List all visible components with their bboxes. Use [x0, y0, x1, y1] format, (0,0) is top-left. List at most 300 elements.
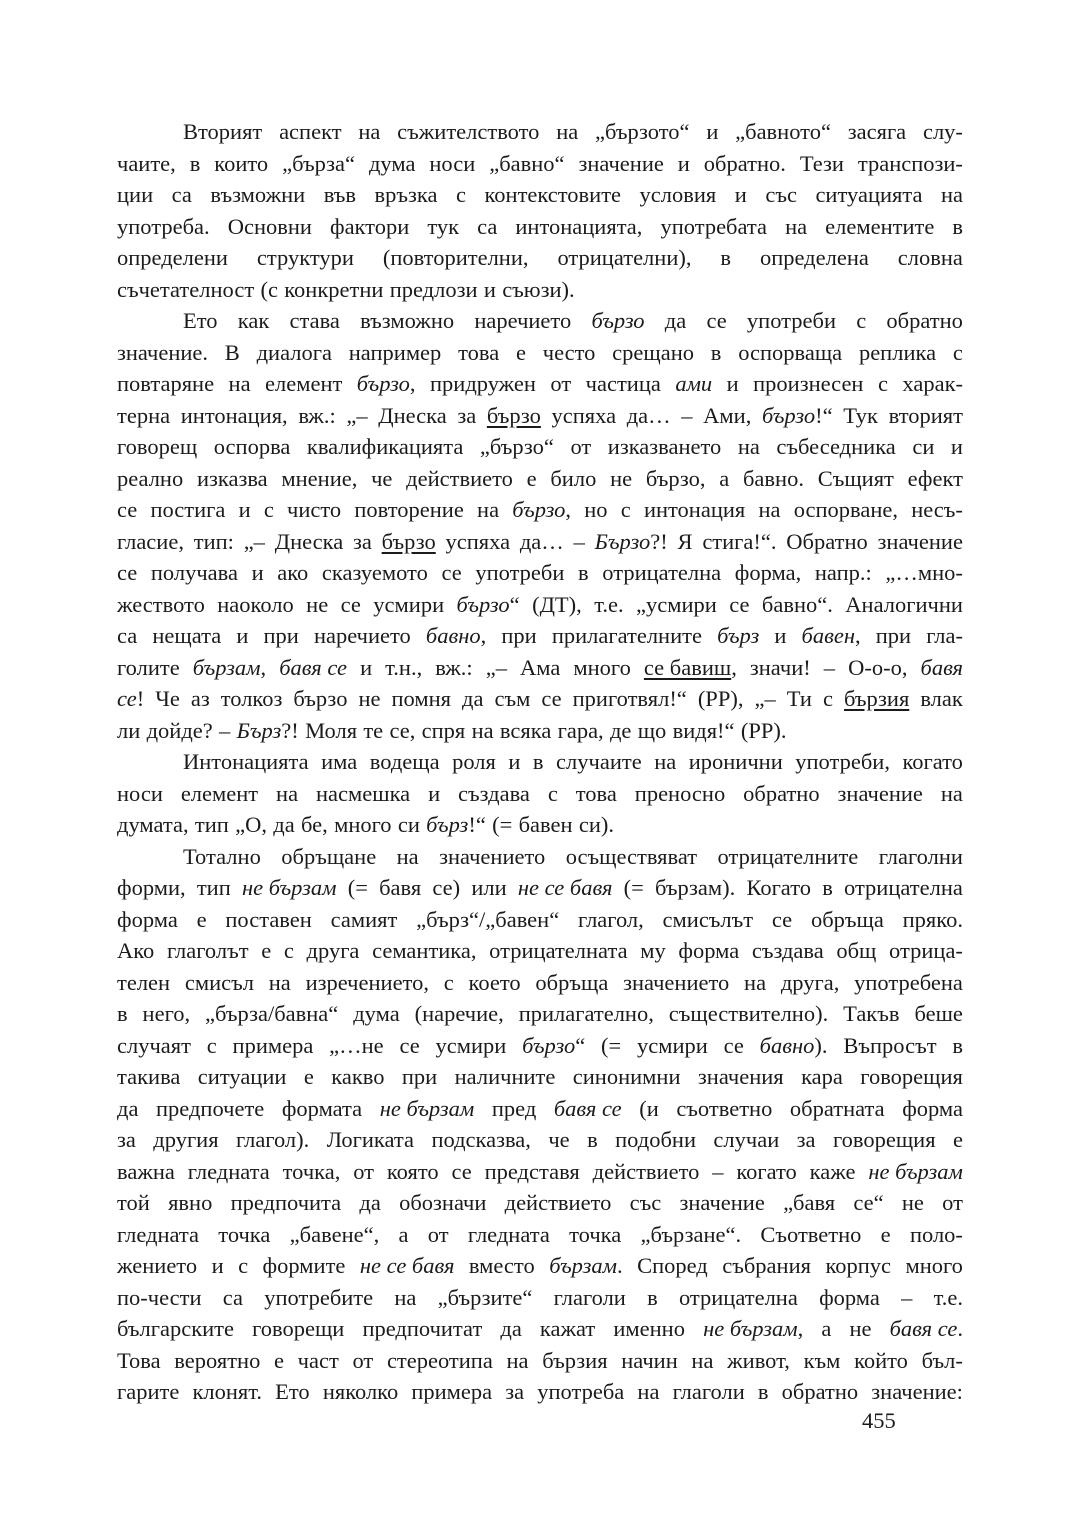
word: действието	[592, 1158, 700, 1184]
word: на	[471, 717, 494, 743]
word: на	[940, 182, 963, 207]
word: „–	[346, 402, 368, 428]
word: „…мно-	[885, 560, 963, 585]
text-line	[117, 368, 963, 400]
word: „…не	[329, 1032, 384, 1058]
word: на	[268, 969, 291, 995]
word: вж.:	[298, 402, 336, 428]
word: употреби	[746, 308, 836, 333]
text-line	[117, 116, 963, 148]
word: в	[189, 150, 201, 176]
word: чаите,	[117, 150, 176, 176]
word: възможно	[360, 308, 455, 333]
word: когато	[902, 749, 963, 774]
word: тук	[427, 213, 460, 239]
word: която	[386, 1158, 439, 1184]
text-line	[117, 463, 963, 495]
word: Днеска	[378, 402, 447, 428]
text-line	[117, 1061, 963, 1093]
word: на	[744, 969, 767, 995]
word: него,	[142, 1001, 191, 1026]
word: другия	[153, 1127, 219, 1152]
word: бавен,	[801, 623, 861, 648]
word: значи!	[749, 654, 811, 680]
word: О-о-о,	[848, 654, 908, 680]
word: с	[206, 1032, 217, 1058]
word: в	[822, 875, 833, 900]
word: иронични	[688, 749, 783, 774]
word: при	[401, 1064, 438, 1089]
word: подсказва,	[431, 1127, 531, 1152]
word: в	[710, 339, 722, 365]
word: бързо	[486, 402, 541, 428]
word: интонация	[643, 497, 746, 522]
word: фактори	[329, 213, 410, 239]
word: да	[462, 686, 484, 711]
word: каже	[809, 1158, 856, 1184]
word: значението	[623, 969, 730, 995]
word: носи	[429, 150, 476, 176]
word: са	[477, 213, 498, 239]
word: всяка	[499, 717, 552, 743]
word: насмешка	[316, 780, 411, 806]
word: бързо	[293, 686, 348, 711]
word: беше	[914, 1001, 963, 1026]
word: не бързам	[241, 875, 337, 900]
word: В	[224, 339, 240, 365]
word: бързо“	[456, 591, 520, 617]
word: да	[664, 308, 687, 333]
word: –	[712, 1158, 724, 1184]
word: тип	[196, 875, 231, 900]
word: (=	[623, 875, 644, 900]
text-line	[117, 1156, 963, 1188]
word: отрица-	[889, 938, 963, 963]
word: важна	[117, 1158, 175, 1184]
word: тип	[194, 812, 229, 837]
text-line	[117, 148, 963, 180]
word: подобни	[615, 1127, 696, 1152]
word: вторият	[888, 402, 963, 428]
word: точка	[569, 1221, 622, 1247]
text-line	[117, 1282, 963, 1314]
word: Тотално	[183, 843, 261, 869]
word: голите	[117, 654, 180, 680]
word: много	[573, 654, 631, 680]
word: отрицателни),	[557, 245, 692, 270]
word: бавя	[379, 875, 422, 900]
word: „О,	[235, 812, 267, 837]
word: Основни	[227, 213, 312, 239]
word: Че	[155, 686, 180, 711]
word: частица	[585, 371, 661, 396]
word: структури	[256, 245, 354, 270]
word: обръща	[810, 906, 884, 932]
word: бързо	[381, 528, 436, 554]
word: пряко.	[902, 906, 963, 932]
word: повтаряне	[117, 371, 215, 396]
word: съжителството	[397, 119, 540, 144]
text-line	[117, 1124, 963, 1156]
word: оспорва	[213, 434, 291, 459]
word: как	[237, 308, 270, 333]
word: кара	[801, 1064, 843, 1089]
word: водеща	[369, 749, 440, 774]
word: значения	[697, 1064, 784, 1089]
word: съм	[494, 686, 531, 711]
word: ли	[117, 717, 141, 743]
word: Същият	[817, 465, 894, 491]
word: употреби	[475, 560, 565, 585]
word: глаголи	[553, 1284, 626, 1310]
word: определена	[759, 245, 869, 270]
word: квалификацията	[306, 434, 464, 459]
word: или	[471, 875, 507, 900]
word: Ето	[183, 308, 218, 333]
word: и	[428, 780, 441, 806]
word: клонят.	[192, 1379, 263, 1404]
word: и	[238, 497, 251, 522]
word: Тук	[843, 402, 878, 428]
word: реплика	[858, 339, 937, 365]
word: „бавя	[783, 1190, 836, 1215]
word: и	[726, 371, 739, 396]
word: роля	[452, 749, 496, 774]
word: бавя	[920, 654, 963, 680]
word: което	[468, 969, 521, 995]
word: „бавното“	[735, 119, 831, 144]
word: с	[547, 780, 558, 806]
word: употреба.	[117, 213, 210, 239]
word: нещата	[152, 623, 222, 648]
word: и	[211, 1253, 224, 1278]
word: действието	[406, 465, 513, 491]
word: бе,	[301, 812, 328, 837]
word: при	[263, 623, 299, 648]
word: срещано	[612, 339, 694, 365]
word: носи	[117, 780, 163, 806]
word: (повторителни,	[382, 245, 529, 270]
word: случаите	[556, 749, 642, 774]
word: бавя се	[279, 654, 348, 680]
word: прилагателните	[551, 623, 702, 648]
word: от	[942, 1190, 963, 1215]
word: Според	[637, 1253, 708, 1278]
word: и	[706, 119, 719, 144]
word: изказва	[196, 465, 268, 491]
word: друга	[306, 938, 360, 963]
word: става	[289, 308, 340, 333]
word: си).	[578, 812, 615, 837]
word: усмири	[435, 1032, 507, 1058]
word: употребите	[264, 1284, 374, 1310]
word: връзка	[374, 182, 438, 207]
word: било	[550, 465, 597, 491]
word: се	[771, 906, 793, 932]
word: се	[399, 1032, 420, 1058]
word: от	[570, 434, 592, 459]
text-line	[117, 305, 963, 337]
text-line	[117, 1030, 963, 1062]
word: бързо,	[356, 371, 416, 396]
text-line	[117, 179, 963, 211]
word: предпочита	[230, 1190, 342, 1215]
word: на	[785, 213, 808, 239]
word: поло-	[909, 1221, 963, 1247]
word: Моля	[305, 717, 358, 743]
word: форми,	[117, 875, 186, 900]
word: бързия	[844, 686, 910, 711]
word: в	[952, 213, 963, 239]
word: усмири	[373, 591, 445, 617]
word: действието	[504, 1190, 612, 1215]
text-line	[117, 1093, 963, 1125]
word: наречието	[474, 308, 572, 333]
word: Тези	[799, 150, 844, 176]
word: бавно“.	[761, 591, 833, 617]
word: изказването	[607, 434, 722, 459]
word: ако	[277, 560, 309, 585]
word: дойде?	[146, 717, 213, 743]
word: да…	[519, 528, 564, 554]
word: дума	[353, 1001, 400, 1026]
word: много	[905, 1253, 963, 1278]
word: в	[720, 245, 732, 270]
word: а	[719, 465, 730, 491]
word: мнение,	[281, 465, 358, 491]
word: семантика,	[372, 938, 477, 963]
word: жеството	[117, 591, 205, 617]
word: е	[952, 1127, 963, 1152]
word: от	[550, 371, 572, 396]
word: когато	[736, 1158, 797, 1184]
word: да	[359, 1190, 381, 1215]
word: и	[734, 182, 747, 207]
word: това	[575, 780, 617, 806]
word: жението	[117, 1253, 198, 1278]
word: съюзи).	[502, 276, 575, 302]
word: живот,	[727, 1347, 790, 1373]
word: Днеска	[274, 528, 344, 554]
text-line	[117, 242, 963, 274]
word: (и	[639, 1095, 659, 1121]
word: такива	[117, 1064, 181, 1089]
word: не бързам	[868, 1158, 963, 1184]
word: се	[541, 686, 562, 711]
word: отрицателна	[678, 1284, 798, 1310]
word: обратно	[886, 308, 963, 333]
word: не се бавя	[517, 875, 613, 900]
text-line	[117, 557, 963, 589]
word: пред	[491, 1095, 537, 1121]
word: какво	[331, 1064, 385, 1089]
word: употребата	[660, 213, 768, 239]
word: със	[765, 182, 797, 207]
word: условия	[639, 182, 717, 207]
word: при	[875, 623, 912, 648]
word: бързо,	[512, 497, 572, 522]
word: наречието	[313, 623, 411, 648]
text-line	[117, 967, 963, 999]
word: глаголни	[878, 843, 963, 869]
word: в	[117, 1001, 128, 1026]
word: му	[640, 938, 666, 963]
word: повторение	[354, 497, 464, 522]
word: ами	[675, 371, 713, 396]
word: няколко	[322, 1379, 399, 1404]
word: значение:	[871, 1379, 963, 1404]
word: осъществяват	[565, 843, 698, 869]
word: се)	[432, 875, 461, 900]
word: употребена	[854, 969, 963, 995]
word: наоколо	[217, 591, 294, 617]
word: не се бавя	[359, 1253, 455, 1278]
text-line	[117, 872, 963, 904]
word: Ами,	[703, 402, 752, 428]
word: Ако	[117, 938, 155, 963]
word: с	[822, 686, 833, 711]
text-line	[117, 274, 963, 306]
page-number: 455	[862, 1408, 896, 1433]
word: „–	[243, 528, 265, 554]
word: формите	[262, 1253, 346, 1278]
word: вж.:	[435, 654, 473, 680]
text-line	[117, 589, 963, 621]
word: за	[117, 1127, 136, 1152]
word: начин	[621, 1347, 678, 1373]
word: (=	[601, 1032, 622, 1058]
word: във	[323, 182, 357, 207]
word: говорещ	[117, 434, 198, 459]
word: възможни	[210, 182, 306, 207]
word: гледната	[187, 1158, 270, 1184]
word: се	[117, 560, 138, 585]
word: (=	[347, 875, 368, 900]
word: например	[348, 339, 442, 365]
word: предпочитат	[362, 1316, 483, 1341]
word: на	[394, 1284, 417, 1310]
word: форма	[819, 1284, 880, 1310]
word: т.н.,	[385, 654, 423, 680]
word: с	[263, 497, 274, 522]
word: форма	[678, 938, 740, 963]
word: се	[441, 560, 462, 585]
word: на	[737, 434, 760, 459]
word: с	[620, 497, 631, 522]
word: бърз!“	[426, 812, 486, 837]
text-line	[117, 935, 963, 967]
word: „бързане“.	[640, 1221, 742, 1247]
word: за	[457, 402, 477, 428]
word: друга,	[780, 969, 840, 995]
word: обратно	[781, 1379, 859, 1404]
word: значение	[837, 780, 923, 806]
word: смисълът	[662, 906, 754, 932]
word: в	[587, 1127, 598, 1152]
word: отрицателна	[844, 875, 963, 900]
word: и	[508, 749, 521, 774]
word: явно	[168, 1190, 213, 1215]
word: форма	[117, 906, 178, 932]
word: с	[952, 339, 963, 365]
word: предпочете	[156, 1095, 265, 1121]
word: и	[774, 623, 787, 648]
word: ефект	[907, 465, 963, 491]
word: в	[578, 560, 589, 585]
word: предлози	[389, 276, 478, 302]
word: помня	[391, 686, 452, 711]
text-line	[117, 526, 963, 558]
word: са	[117, 623, 138, 648]
word: бавя се	[553, 1095, 622, 1121]
text-line	[117, 683, 963, 715]
word: за	[505, 1379, 525, 1404]
word: значение	[578, 150, 664, 176]
word: примера	[411, 1379, 493, 1404]
word: употреба	[537, 1379, 625, 1404]
word: отрицателна	[602, 560, 722, 585]
word: по-чести	[117, 1284, 202, 1310]
word: съчетателност	[117, 276, 255, 302]
word: точка,	[282, 1158, 341, 1184]
word: се“	[853, 1190, 884, 1215]
word: е	[515, 339, 526, 365]
word: що	[637, 717, 667, 743]
word: стереотипа	[386, 1347, 493, 1373]
word: усмири	[637, 1032, 708, 1058]
word: бавно).	[759, 1032, 828, 1058]
word: но	[584, 497, 608, 522]
word: т.е.	[933, 1284, 963, 1310]
word: поставен	[225, 906, 312, 932]
word: „бърз“/„бавен“	[416, 906, 560, 932]
word: че	[371, 465, 393, 491]
word: гара,	[557, 717, 604, 743]
word: „бавно“	[489, 150, 565, 176]
word: бързо!“	[761, 402, 833, 428]
word: в	[952, 1032, 963, 1058]
word: влак	[920, 686, 963, 711]
word: Интонацията	[183, 749, 309, 774]
text-line	[117, 400, 963, 432]
word: –	[219, 717, 231, 743]
word: не	[358, 686, 381, 711]
word: си	[397, 812, 420, 837]
text-line	[117, 1313, 963, 1345]
word: на	[228, 371, 251, 396]
word: Обратно	[786, 528, 868, 554]
word: „бавене“,	[289, 1221, 380, 1247]
word: не бързам,	[703, 1316, 804, 1341]
word: отрицателните	[717, 843, 859, 869]
word: –	[681, 402, 693, 428]
word: част	[297, 1347, 339, 1373]
word: е	[274, 1347, 284, 1373]
text-line	[117, 1345, 963, 1377]
word: че	[548, 1127, 570, 1152]
word: на	[396, 843, 419, 869]
word: де	[609, 717, 632, 743]
text-line	[117, 211, 963, 243]
text-line	[117, 809, 963, 841]
word: транспози-	[857, 150, 963, 176]
word: е	[303, 1064, 314, 1089]
word: Когато	[746, 875, 811, 900]
word: формата	[281, 1095, 363, 1121]
word: на	[358, 119, 381, 144]
word: Я	[677, 528, 693, 554]
word: българските	[117, 1316, 234, 1341]
